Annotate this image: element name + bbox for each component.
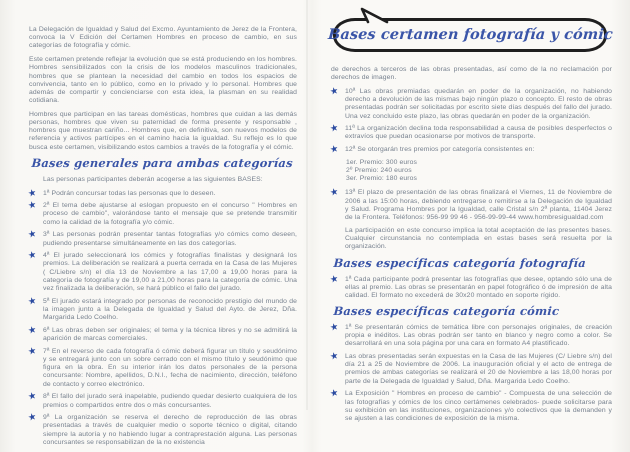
left-column xyxy=(26,26,297,452)
rule-text: 2ª El tema debe ajustarse al eslogan propuesto en el concurso " Hombres en proceso de cambio", valorándose tanto el mensaje que se pretende transmitir como la calidad de la fotografía y/o cómic. xyxy=(43,202,297,226)
rule-item xyxy=(26,249,297,293)
speech-bubble-tail-icon xyxy=(357,7,391,25)
star-bullet-icon: ★ xyxy=(26,249,38,263)
rule-item xyxy=(26,390,297,409)
prize-third: 3er. Premio: 180 euros xyxy=(346,175,417,183)
rule-item xyxy=(328,272,612,301)
prize-first: 1er. Premio: 300 euros xyxy=(346,158,417,166)
title-banner xyxy=(327,8,614,54)
rule-item xyxy=(26,186,297,200)
rule-item xyxy=(26,344,297,389)
rule-item xyxy=(328,350,612,386)
rule-text: La Exposición " Hombres en proceso de cambio" - Compuesta de una selección de las fotografías y cómics de los cinco certámenes celebrados- puede solicitarse para su exhibición en las instituciones, organizaciones y/o colectivos que la demanden y se ajusten a las condiciones de exposición de la misma. xyxy=(345,390,612,422)
rule-text: 6ª Las obras deben ser originales; el tema y la técnica libres y no se admitirá la aparición de marcas comerciales. xyxy=(43,326,297,343)
star-bullet-icon: ★ xyxy=(26,411,38,425)
rule-item xyxy=(328,186,612,222)
section-header-general: Bases generales para ambas categorías xyxy=(31,156,294,171)
rule-item xyxy=(328,85,612,121)
rule-text: 1ª Podrán concursar todas las personas que lo deseen. xyxy=(43,189,216,197)
rule-item xyxy=(26,228,297,247)
rule-text: 1ª Cada participante podrá presentar las fotografías que desee, optando sólo una de ellas al premio. Las obras se presentarán en papel fotográfico ó de impresión de alta calidad. El formato no excederá de 30x20 montado en soporte rígido. xyxy=(345,275,612,300)
intro-paragraph: Este certamen pretende reflejar la evolución que se está produciendo en los hombres. Hombres sensibilizados con la crisis de los modelos masculinos tradicionales, hombres que se plantean la necesidad del cambio en todos los espacios de convivencia, tanto en lo público, como en lo privado y lo personal. Hombres que además de compartir y concienciarse con esta idea, la plasman en su realidad cotidiana. xyxy=(29,56,297,105)
rule-item xyxy=(26,294,297,323)
acceptance-paragraph: La participación en este concurso implica la total aceptación de las presentes bases. Cualquier circunstancia no contemplada en estas bases será resuelta por la organización. xyxy=(345,226,612,251)
rule-item xyxy=(328,122,612,141)
star-bullet-icon: ★ xyxy=(328,143,340,157)
intro-paragraph: Hombres que participan en las tareas domésticas, hombres que cuidan a las demás personas, hombres que viven su paternidad de forma presente y responsable , hombres que muestran cariño... Hombres que, en definitiva, son nuevos modelos de referencia y activos partícipes en el camino hacia la igualdad. Su reflejo es lo que busca este certamen, visibilizando estos cambios a través de la fotografía y el cómic. xyxy=(29,110,297,151)
star-bullet-icon: ★ xyxy=(26,228,38,242)
rule-text: 10ª Las obras premiadas quedarán en poder de la organización, no habiendo derecho a devolución de las mismas bajo ningún plazo o concepto. El resto de obras presentadas podrán ser solicitadas por escrito siete días después del fallo del jurado. Una vez concluido este plazo, las obras quedarán en poder de la organización. xyxy=(345,87,612,120)
star-bullet-icon: ★ xyxy=(328,387,340,401)
prize-second: 2º Premio: 240 euros xyxy=(346,167,412,175)
rule-item xyxy=(328,143,612,157)
star-bullet-icon: ★ xyxy=(328,350,340,363)
star-bullet-icon: ★ xyxy=(328,85,340,98)
right-column xyxy=(327,0,614,428)
star-bullet-icon: ★ xyxy=(328,186,340,200)
star-bullet-icon: ★ xyxy=(26,186,38,200)
section-header-comic: Bases específicas categoría cómic xyxy=(333,303,560,318)
star-bullet-icon: ★ xyxy=(328,321,340,334)
section-header-photo: Bases específicas categoría fotografía xyxy=(333,255,587,270)
section-intro: Las personas participantes deberán acogerse a las siguientes BASES: xyxy=(43,176,263,184)
star-bullet-icon: ★ xyxy=(328,122,340,136)
star-bullet-icon: ★ xyxy=(26,324,38,337)
star-bullet-icon: ★ xyxy=(328,272,340,286)
rule-text: 3ª Las personas podrán presentar tantas fotografías y/o cómics como deseen, pudiendo presentarse simultáneamente en las dos categorías. xyxy=(43,231,297,247)
rule-text: 4ª El jurado seleccionará los cómics y fotografías finalistas y designará los premios. La deliberación se realizará a puerta cerrada en la Casa de las Mujeres ( C/Liebre s/n) el día 13 de Noviembre a las 17,00 a 19,00 horas para la categoría de fotografía y de 19,00 a 21,00 horas para la categoría de cómic. Una vez finalizada la deliberación, se hará público el fallo del jurado. xyxy=(43,252,297,293)
rule-text: 11ª La organización declina toda responsabilidad a causa de posibles desperfectos o extravíos que puedan ocasionarse por motivos de transporte. xyxy=(345,125,612,141)
rule-item xyxy=(26,411,297,447)
star-bullet-icon: ★ xyxy=(26,294,38,308)
rule-text: 9ª La organización se reserva el derecho de reproducción de las obras presentadas a través de cualquier medio o soporte técnico o digital, citando siempre la autoría y no habiendo lugar a contraprestación alguna. Las personas concursantes se responsabilizan de la no existencia xyxy=(43,414,297,446)
rule-text: 12ª Se otorgarán tres premios por categoría consistentes en: xyxy=(345,146,535,154)
rule-text: 8ª El fallo del jurado será inapelable, pudiendo quedar desierto cualquiera de los premios o compartidos entre dos o más concursantes. xyxy=(43,393,297,409)
rule-text: 1ª Se presentarán cómics de temática libre con personajes originales, de creación propia e inéditos. Las obras podrán ser tanto en blanco y negro como a color. Se desarrollará en una sola página por una cara en formato A4 plastificado. xyxy=(345,323,612,348)
page-title: Bases certamen fotografía y cómic xyxy=(327,25,614,43)
rule-text: 5ª El jurado estará integrado por personas de reconocido prestigio del mundo de la imagen junto a la Delegada de Igualdad y Salud del Ayto. de Jerez, Dña. Margarida Ledo Coelho. xyxy=(43,297,297,322)
rule-item xyxy=(328,321,612,349)
rule-text: Las obras presentadas serán expuestas en la Casa de las Mujeres (C/ Liebre s/n) del día 21 a 25 de Noviembre de 2006. La inauguración oficial y el acto de entrega de premios de ambas categorías se realizará el 20 de Noviembre a las 18,00 horas por parte de la Delegada de Igualdad y Salud, Dña. Margarida Ledo Coelho. xyxy=(345,353,612,385)
rule-item xyxy=(26,324,297,343)
star-bullet-icon: ★ xyxy=(26,344,38,358)
star-bullet-icon: ★ xyxy=(26,199,38,213)
rule-item xyxy=(328,387,612,423)
intro-paragraph: La Delegación de Igualdad y Salud del Excmo. Ayuntamiento de Jerez de la Frontera, convoca la V Edición del Certamen Hombres en proceso de cambio, en sus categorías de fotografía y cómic. xyxy=(29,26,297,50)
rule-text: 13ª El plazo de presentación de las obras finalizará el Viernes, 11 de Noviembre de 2006 a las 15:00 horas, debiendo entregarse o remitirse a la Delegación de Igualdad y Salud. Programa Hombres por la Igualdad, calle Cristal s/n 2ª planta, 11404 Jerez de la Frontera. Teléfonos: 956-99 99 46 - 956-99-99-44 www.hombresigualdad.com xyxy=(345,189,612,222)
star-bullet-icon: ★ xyxy=(26,390,38,404)
prize-list xyxy=(331,159,612,184)
page-fold-line xyxy=(306,0,308,410)
continuation-paragraph: de derechos a terceros de las obras presentadas, así como de la no reclamación por derechos de imagen. xyxy=(331,66,612,82)
rule-text: 7ª En el reverso de cada fotografía ó cómic deberá figurar un título y seudónimo y se entregará junto con un sobre cerrado con el mismo título y seudónimo que figura en la obra. En su interior irán los datos personales de la persona concursante: Nombre, apellidos, D.N.I., fecha de nacimiento, dirección, teléfono de contacto y correo electrónico. xyxy=(43,347,297,388)
rule-item xyxy=(26,199,297,227)
